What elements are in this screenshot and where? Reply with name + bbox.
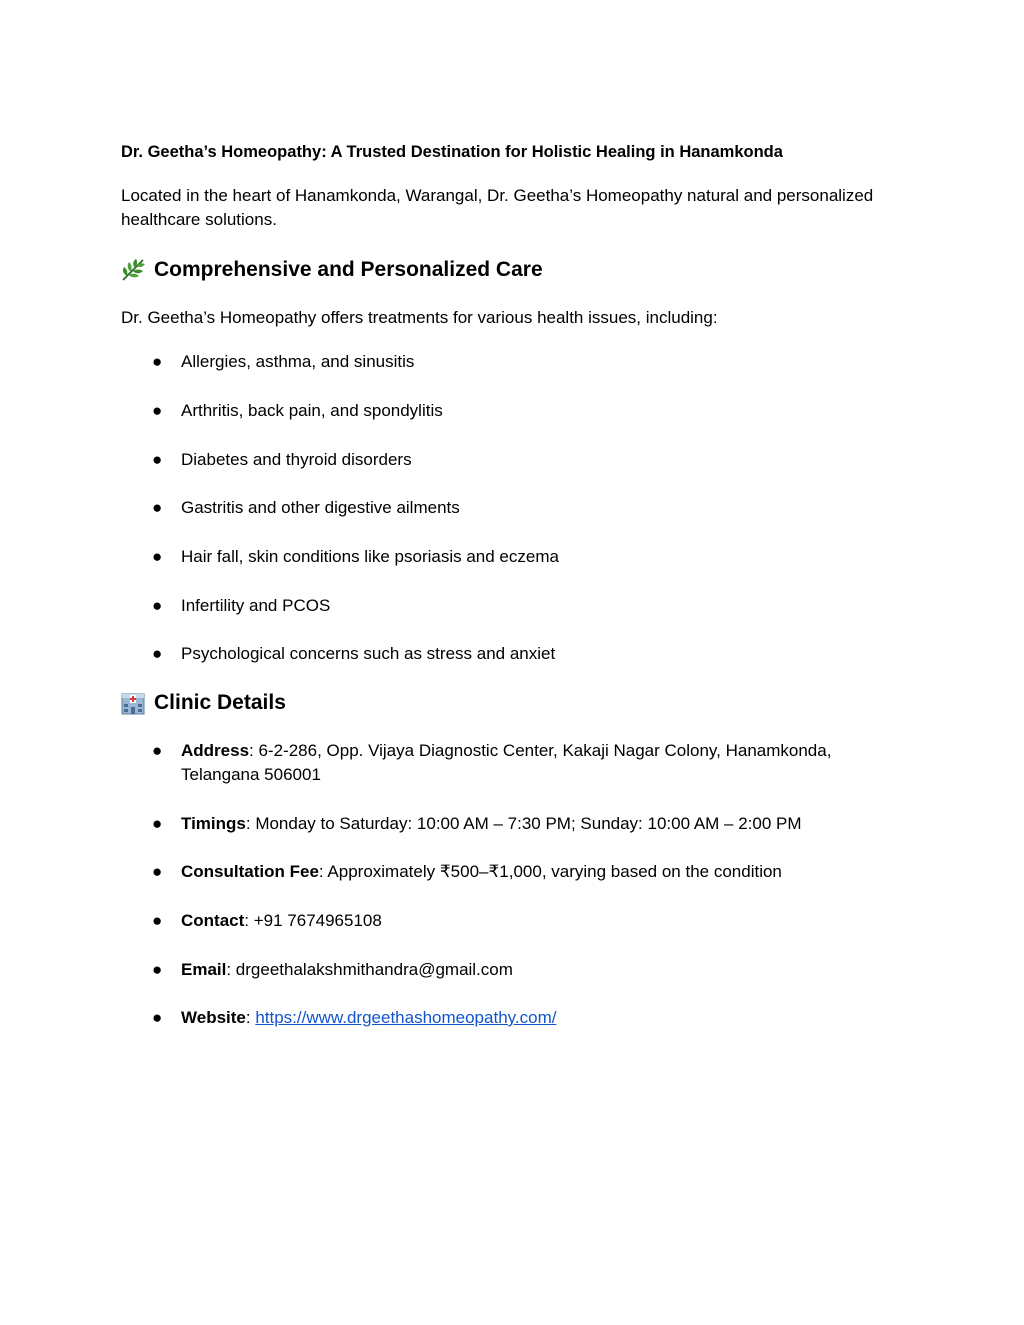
list-bullet: ● bbox=[152, 1008, 163, 1027]
list-item: Infertility and PCOS bbox=[181, 596, 331, 615]
list-bullet: ● bbox=[152, 862, 163, 881]
list-bullet: ● bbox=[152, 547, 163, 566]
address-label: Address bbox=[181, 741, 250, 760]
list-bullet: ● bbox=[152, 741, 163, 760]
email-value: : drgeethalakshmithandra@gmail.com bbox=[226, 960, 513, 979]
list-bullet: ● bbox=[152, 401, 163, 420]
list-bullet: ● bbox=[152, 960, 163, 979]
timings-value: : Monday to Saturday: 10:00 AM – 7:30 PM; Sunday: 10:00 AM – 2:00 PM bbox=[245, 814, 802, 833]
list-item: Psychological concerns such as stress and anxiet bbox=[181, 644, 556, 663]
address-item bbox=[181, 739, 901, 787]
care-heading bbox=[120, 256, 543, 284]
list-bullet: ● bbox=[152, 596, 163, 615]
timings-label: Timings bbox=[181, 814, 246, 833]
fee-label: Consultation Fee bbox=[181, 862, 319, 881]
clinic-heading bbox=[120, 689, 286, 717]
website-label: Website bbox=[181, 1008, 246, 1027]
fee-value: : Approximately ₹500–₹1,000, varying based on the condition bbox=[318, 862, 782, 881]
list-item: Allergies, asthma, and sinusitis bbox=[181, 352, 415, 371]
list-bullet: ● bbox=[152, 450, 163, 469]
contact-value: : +91 7674965108 bbox=[244, 911, 382, 930]
intro-paragraph: Located in the heart of Hanamkonda, Warangal, Dr. Geetha’s Homeopathy natural and personalized healthcare solutions. bbox=[121, 186, 874, 229]
email-label: Email bbox=[181, 960, 227, 979]
document-title: Dr. Geetha’s Homeopathy: A Trusted Destination for Holistic Healing in Hanamkonda bbox=[121, 143, 783, 161]
list-bullet: ● bbox=[152, 644, 163, 663]
list-item: Hair fall, skin conditions like psoriasis and eczema bbox=[181, 547, 559, 566]
clinic-heading-text: Clinic Details bbox=[154, 691, 286, 714]
fee-item bbox=[181, 860, 901, 884]
list-bullet: ● bbox=[152, 814, 163, 833]
email-item bbox=[181, 958, 901, 982]
address-value: : 6-2-286, Opp. Vijaya Diagnostic Center, Kakaji Nagar Colony, Hanamkonda, Telangana 506001 bbox=[181, 741, 832, 784]
hospital-icon bbox=[120, 690, 146, 716]
website-link[interactable]: https://www.drgeethashomeopathy.com/ bbox=[255, 1008, 557, 1027]
list-bullet: ● bbox=[152, 352, 163, 371]
timings-item bbox=[181, 812, 901, 836]
contact-item bbox=[181, 909, 901, 933]
list-item: Arthritis, back pain, and spondylitis bbox=[181, 401, 443, 420]
care-heading-text: Comprehensive and Personalized Care bbox=[154, 258, 543, 281]
herb-icon bbox=[120, 257, 146, 283]
list-item: Gastritis and other digestive ailments bbox=[181, 498, 460, 517]
care-lead: Dr. Geetha’s Homeopathy offers treatments for various health issues, including: bbox=[121, 308, 718, 327]
list-bullet: ● bbox=[152, 498, 163, 517]
contact-label: Contact bbox=[181, 911, 245, 930]
website-item bbox=[181, 1006, 901, 1030]
website-separator: : bbox=[245, 1008, 256, 1027]
list-item: Diabetes and thyroid disorders bbox=[181, 450, 412, 469]
list-bullet: ● bbox=[152, 911, 163, 930]
